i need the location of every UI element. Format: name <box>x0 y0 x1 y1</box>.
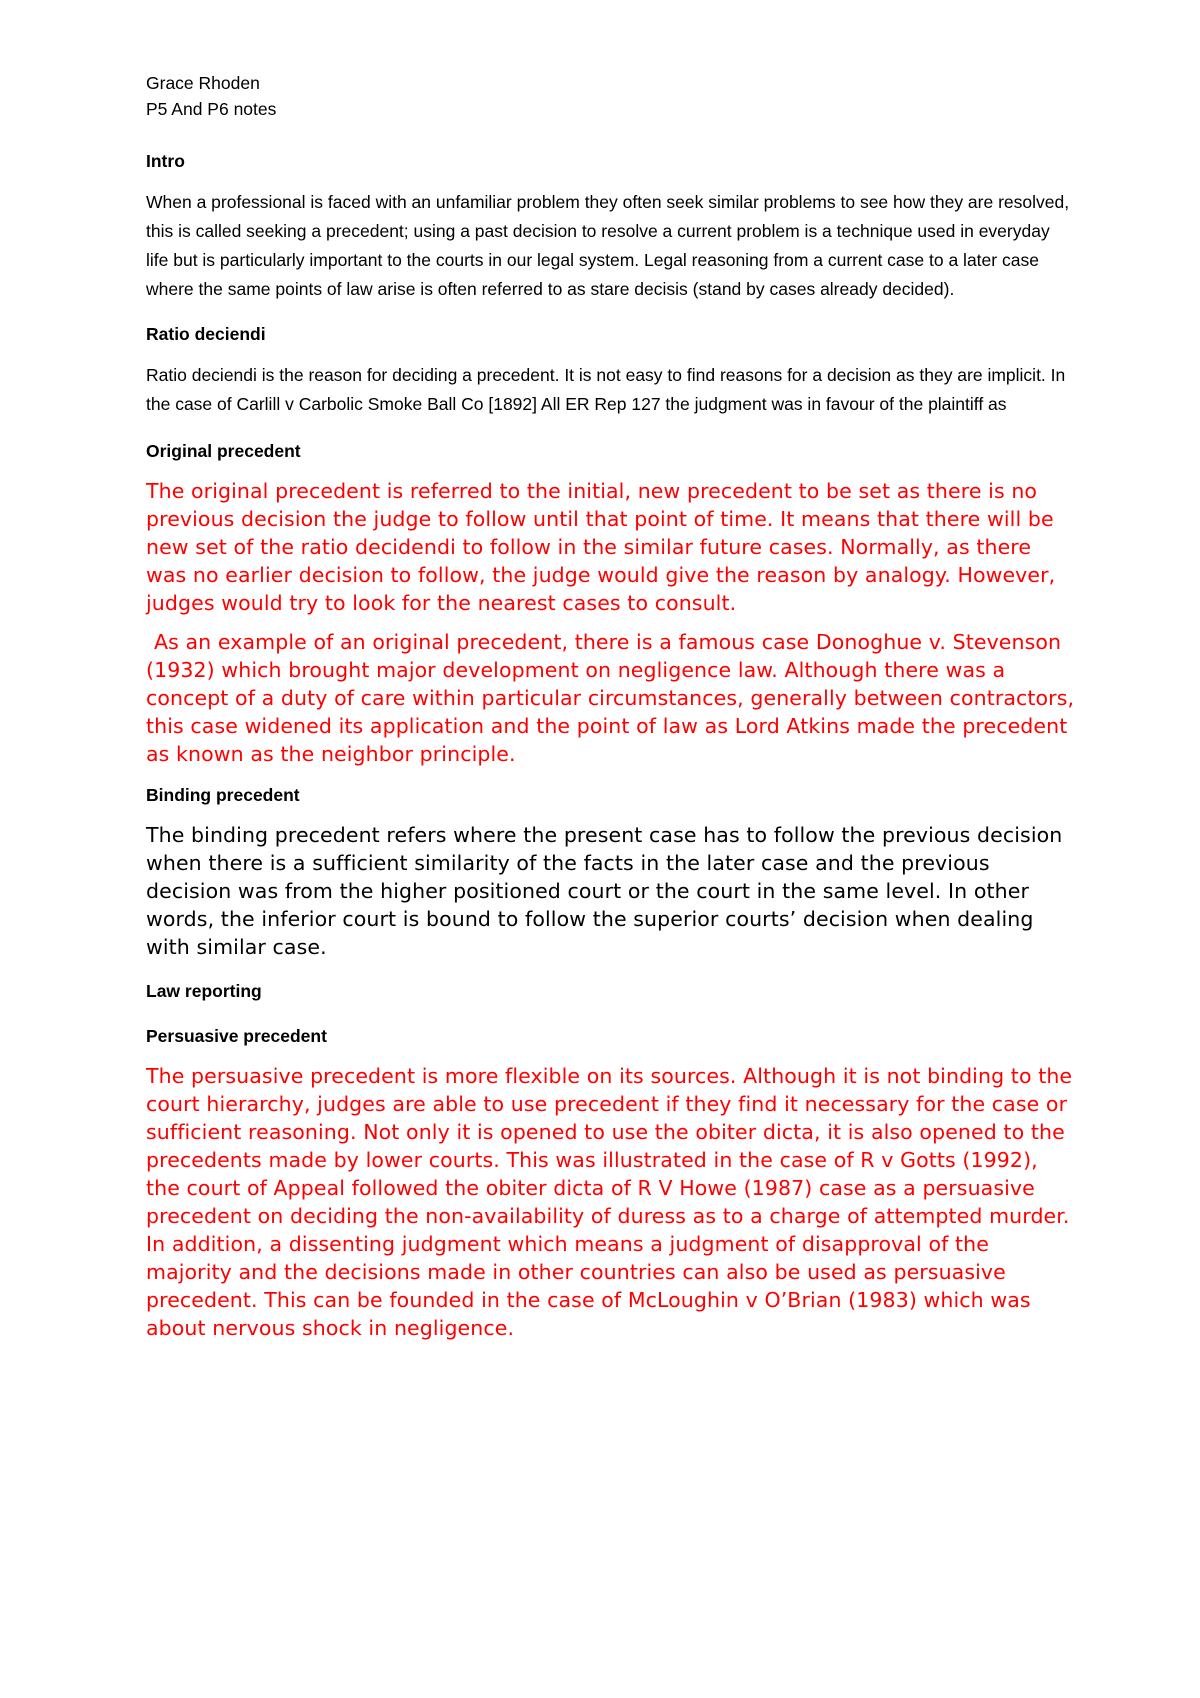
heading-persuasive-precedent: Persuasive precedent <box>146 1026 327 1046</box>
heading-binding-precedent: Binding precedent <box>146 785 300 805</box>
author-name: Grace Rhoden <box>146 73 260 93</box>
paragraph-binding-precedent: The binding precedent refers where the present case has to follow the previous decision when there is a sufficient similarity of the facts in the later case and the previous decision was from the higher positioned court or the court in the same level. In other words, the inferior court is bound to follow the superior courts’ decision when dealing with similar case. <box>146 823 1063 959</box>
heading-law-reporting: Law reporting <box>146 981 262 1001</box>
paragraph-original-precedent-2: As an example of an original precedent, there is a famous case Donoghue v. Stevenson (1932) which brought major development on negligence law. Although there was a concept of a duty of care within particular circumstances, generally between contractors, this case widened its application and the point of law as Lord Atkins made the precedent as known as the neighbor principle. <box>146 630 1075 766</box>
document-subtitle: P5 And P6 notes <box>146 99 277 119</box>
paragraph-original-precedent-1: The original precedent is referred to the initial, new precedent to be set as there is no previous decision the judge to follow until that point of time. It means that there will be new set of the ratio decidendi to follow in the similar future cases. Normally, as there was no earlier decision to follow, the judge would give the reason by analogy. However, judges would try to look for the nearest cases to consult. <box>146 479 1056 615</box>
paragraph-persuasive-precedent: The persuasive precedent is more flexible on its sources. Although it is not binding to the court hierarchy, judges are able to use precedent if they find it necessary for the case or sufficient reasoning. Not only it is opened to use the obiter dicta, it is also opened to the precedents made by lower courts. This was illustrated in the case of R v Gotts (1992), the court of Appeal followed the obiter dicta of R V Howe (1987) case as a persuasive precedent on deciding the non-availability of duress as to a charge of attempted murder. In addition, a dissenting judgment which means a judgment of disapproval of the majority and the decisions made in other countries can also be used as persuasive precedent. This can be founded in the case of McLoughin v O’Brian (1983) which was about nervous shock in negligence. <box>146 1064 1073 1340</box>
heading-original-precedent: Original precedent <box>146 441 301 461</box>
document-page <box>146 70 1076 1342</box>
paragraph-intro: When a professional is faced with an unfamiliar problem they often seek similar problems to see how they are resolved, this is called seeking a precedent; using a past decision to resolve a current problem is a technique used in everyday life but is particularly important to the courts in our legal system. Legal reasoning from a current case to a later case where the same points of law arise is often referred to as stare decisis (stand by cases already decided). <box>146 192 1070 299</box>
heading-intro: Intro <box>146 151 185 171</box>
heading-ratio-deciendi: Ratio deciendi <box>146 324 266 344</box>
paragraph-ratio-deciendi: Ratio deciendi is the reason for deciding a precedent. It is not easy to find reasons for a decision as they are implicit. In the case of Carlill v Carbolic Smoke Ball Co [1892] All ER Rep 127 the judgment was in favour of the plaintiff as <box>146 365 1066 414</box>
